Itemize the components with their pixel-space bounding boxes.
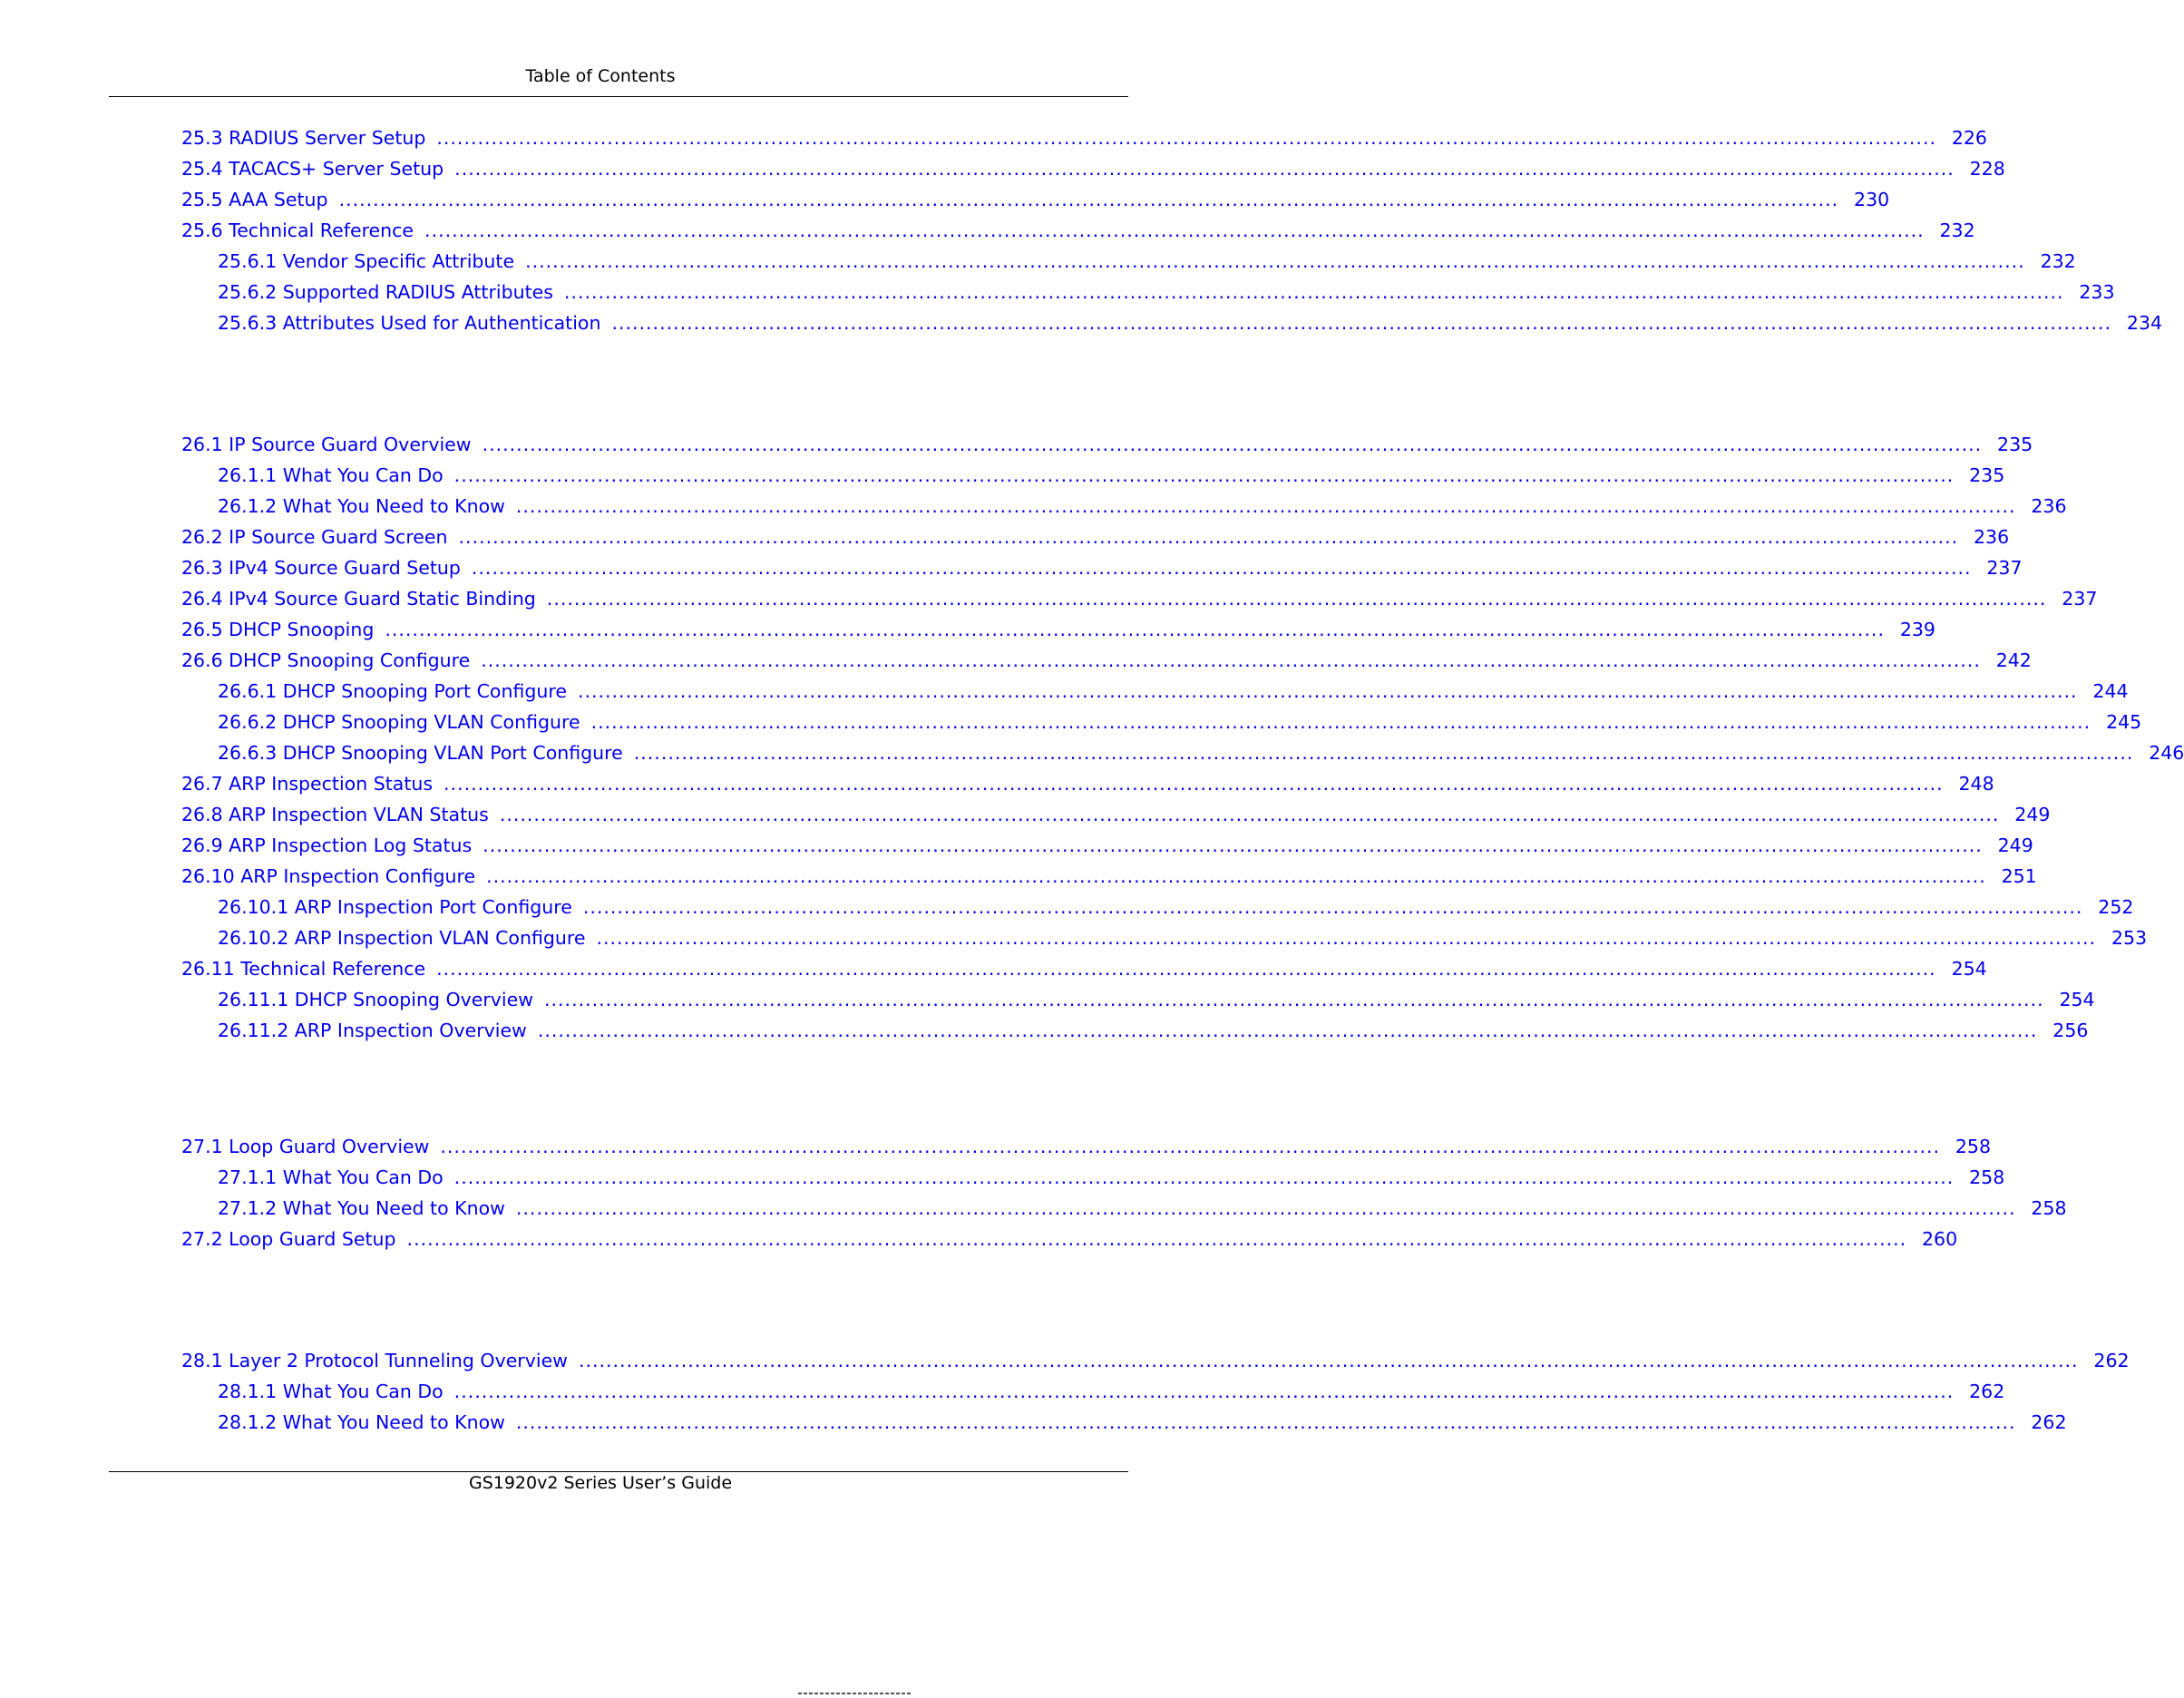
toc-entry-label: 26.10 ARP Inspection Configure [181,865,476,887]
toc-entry-page-number: 232 [2040,250,2076,272]
toc-entry-page-number: 234 [2126,312,2163,334]
toc-entry-page-number: 252 [2098,896,2134,918]
toc-entry[interactable] [0,153,2005,184]
toc-entry[interactable] [0,1407,2067,1438]
dot-leader: ............................................................................................................................................................................................................................ [486,865,1986,887]
toc-entry-page-number: 235 [1969,464,2005,486]
toc-entry-page-number: 262 [2031,1411,2067,1433]
dot-leader: ............................................................................................................................................................................................................................ [525,250,2025,272]
toc-entry[interactable] [0,768,1994,799]
dot-leader: ............................................................................................................................................................................................................................ [444,773,1944,795]
dot-leader: ............................................................................................................................................................................................................................ [578,1350,2079,1371]
toc-entry-page-number: 233 [2079,281,2115,303]
dot-leader: ............................................................................................................................................................................................................................ [458,526,1959,548]
dot-leader: ............................................................................................................................................................................................................................ [499,804,2000,825]
toc-entry-label: 25.6.2 Supported RADIUS Attributes [218,281,553,303]
toc-entry[interactable] [0,1376,2005,1407]
toc-entry[interactable] [0,246,2076,277]
toc-entry-label: 26.10.1 ARP Inspection Port Configure [218,896,572,918]
toc-entry[interactable] [0,552,2023,583]
toc-entry-page-number: 228 [1969,158,2005,180]
toc-entry[interactable] [0,215,1975,246]
toc-entry-label: 26.6 DHCP Snooping Configure [181,649,471,671]
header-rule [109,96,1128,97]
scan-artifact [798,1693,911,1694]
toc-entry-label: 26.9 ARP Inspection Log Status [181,834,473,856]
toc-entry-label: 27.1.2 What You Need to Know [218,1197,505,1219]
toc-entry-label: 26.8 ARP Inspection VLAN Status [181,804,489,825]
dot-leader: ............................................................................................................................................................................................................................ [436,958,1936,980]
toc-entry-label: 25.5 AAA Setup [181,189,328,210]
toc-entry[interactable] [0,491,2067,522]
toc-entry-label: 25.3 RADIUS Server Setup [181,127,426,149]
toc-entry-label: 26.6.3 DHCP Snooping VLAN Port Configure [218,742,623,764]
toc-entry[interactable] [0,953,1987,984]
dot-leader: ............................................................................................................................................................................................................................ [424,220,1925,241]
toc-entry-page-number: 236 [2031,495,2067,517]
toc-entry-label: 26.3 IPv4 Source Guard Setup [181,557,461,579]
dot-leader: ............................................................................................................................................................................................................................ [537,1020,2038,1041]
dot-leader: ............................................................................................................................................................................................................................ [453,1166,1955,1188]
toc-entry[interactable] [0,429,2033,460]
toc-entry[interactable] [0,1015,2089,1046]
dot-leader: ............................................................................................................................................................................................................................ [483,834,1983,856]
dot-leader: ............................................................................................................................................................................................................................ [590,711,2091,733]
toc-entry-label: 27.2 Loop Guard Setup [181,1228,396,1250]
toc-entry-page-number: 245 [2106,711,2142,733]
dot-leader: ............................................................................................................................................................................................................................ [471,557,1972,579]
toc-entry[interactable] [0,707,2142,737]
toc-entry-label: 25.6.1 Vendor Specific Attribute [218,250,515,272]
dot-leader: ............................................................................................................................................................................................................................ [611,312,2112,334]
dot-leader: ............................................................................................................................................................................................................................ [582,896,2083,918]
toc-entry-page-number: 251 [2001,865,2037,887]
dot-leader: ............................................................................................................................................................................................................................ [633,742,2134,764]
toc-entry-label: 26.11 Technical Reference [181,958,426,980]
toc-entry-page-number: 248 [1958,773,1994,795]
toc-entry-page-number: 258 [2031,1197,2067,1219]
toc-entry-page-number: 258 [1969,1166,2005,1188]
toc-entry-label: 28.1.1 What You Can Do [218,1381,444,1402]
dot-leader: ............................................................................................................................................................................................................................ [338,189,1839,210]
toc-entry-label: 27.1 Loop Guard Overview [181,1136,430,1157]
toc-entry-page-number: 242 [1995,649,2032,671]
toc-entry-page-number: 235 [1997,434,2033,455]
toc-entry-label: 25.6.3 Attributes Used for Authentication [218,312,601,334]
toc-entry-page-number: 256 [2052,1020,2089,1041]
toc-entry-label: 26.4 IPv4 Source Guard Static Binding [181,588,536,610]
toc-entry[interactable] [0,522,2010,552]
dot-leader: ............................................................................................................................................................................................................................ [440,1136,1940,1157]
dot-leader: ............................................................................................................................................................................................................................ [596,927,2097,949]
dot-leader: ............................................................................................................................................................................................................................ [563,281,2064,303]
toc-entry-label: 28.1.2 What You Need to Know [218,1411,505,1433]
dot-leader: ............................................................................................................................................................................................................................ [453,1381,1955,1402]
toc-entry[interactable] [0,830,2033,861]
toc-entry-page-number: 239 [1899,619,1935,640]
toc-entry-page-number: 230 [1854,189,1890,210]
toc-entry-label: 26.7 ARP Inspection Status [181,773,434,795]
toc-entry-label: 26.10.2 ARP Inspection VLAN Configure [218,927,586,949]
toc-entry-page-number: 262 [2093,1350,2130,1371]
toc-entry[interactable] [0,1193,2067,1224]
toc-entry[interactable] [0,645,2032,676]
toc-entry-label: 26.6.2 DHCP Snooping VLAN Configure [218,711,580,733]
toc-entry-label: 28.1 Layer 2 Protocol Tunneling Overview [181,1350,568,1371]
toc-entry[interactable] [0,1345,2130,1376]
dot-leader: ............................................................................................................................................................................................................................ [385,619,1885,640]
toc-entry-label: 25.4 TACACS+ Server Setup [181,158,444,180]
toc-entry-label: 26.11.2 ARP Inspection Overview [218,1020,527,1041]
toc-entry-page-number: 244 [2092,680,2129,702]
dot-leader: ............................................................................................................................................................................................................................ [515,1411,2016,1433]
toc-entry[interactable] [0,614,1935,645]
toc-entry-label: 26.11.1 DHCP Snooping Overview [218,989,533,1010]
toc-entry-page-number: 262 [1969,1381,2005,1402]
toc-entry-page-number: 249 [1997,834,2033,856]
toc-entry-page-number: 246 [2149,742,2184,764]
toc-entry[interactable] [0,861,2037,892]
dot-leader: ............................................................................................................................................................................................................................ [406,1228,1907,1250]
toc-entry-page-number: 226 [1951,127,1987,149]
toc-entry-label: 25.6 Technical Reference [181,220,414,241]
toc-entry-label: 26.2 IP Source Guard Screen [181,526,448,548]
toc-entry[interactable] [0,984,2095,1015]
toc-entry[interactable] [0,277,2115,307]
toc-entry[interactable] [0,1162,2005,1193]
toc-entry-page-number: 232 [1939,220,1975,241]
toc-entry-label: 26.5 DHCP Snooping [181,619,375,640]
dot-leader: ............................................................................................................................................................................................................................ [454,158,1955,180]
page-header-title: Table of Contents [525,66,676,86]
dot-leader: ............................................................................................................................................................................................................................ [577,680,2078,702]
toc-entry[interactable] [0,1131,1991,1162]
toc-entry[interactable] [0,122,1987,153]
toc-entry-label: 26.1.2 What You Need to Know [218,495,505,517]
dot-leader: ............................................................................................................................................................................................................................ [546,588,2047,610]
toc-entry-label: 26.1 IP Source Guard Overview [181,434,472,455]
toc-entry-page-number: 254 [2059,989,2095,1010]
dot-leader: ............................................................................................................................................................................................................................ [481,649,1981,671]
toc-entry-page-number: 258 [1955,1136,1991,1157]
toc-entry[interactable] [0,737,2184,768]
page-footer-title: GS1920v2 Series User’s Guide [468,1473,733,1493]
toc-entry-page-number: 237 [1986,557,2023,579]
dot-leader: ............................................................................................................................................................................................................................ [544,989,2044,1010]
toc-entry-label: 27.1.1 What You Can Do [218,1166,444,1188]
dot-leader: ............................................................................................................................................................................................................................ [515,1197,2016,1219]
toc-entry-page-number: 237 [2062,588,2098,610]
toc-entry[interactable] [0,892,2134,922]
toc-entry-label: 26.1.1 What You Can Do [218,464,444,486]
toc-entry-page-number: 253 [2111,927,2148,949]
toc-entry[interactable] [0,1224,1958,1254]
toc-entry-page-number: 249 [2014,804,2051,825]
toc-entry-label: 26.6.1 DHCP Snooping Port Configure [218,680,567,702]
toc-entry[interactable] [0,676,2129,707]
toc-entry[interactable] [0,799,2051,830]
dot-leader: ............................................................................................................................................................................................................................ [453,464,1955,486]
toc-entry-page-number: 236 [1974,526,2010,548]
toc-entry-page-number: 254 [1951,958,1987,980]
toc-entry[interactable] [0,307,2163,338]
dot-leader: ............................................................................................................................................................................................................................ [515,495,2016,517]
toc-entry-page-number: 260 [1922,1228,1958,1250]
dot-leader: ............................................................................................................................................................................................................................ [482,434,1983,455]
toc-entry[interactable] [0,583,2098,614]
toc-entry[interactable] [0,922,2148,953]
dot-leader: ............................................................................................................................................................................................................................ [436,127,1936,149]
toc-entry[interactable] [0,460,2005,491]
toc-entry[interactable] [0,184,1890,215]
